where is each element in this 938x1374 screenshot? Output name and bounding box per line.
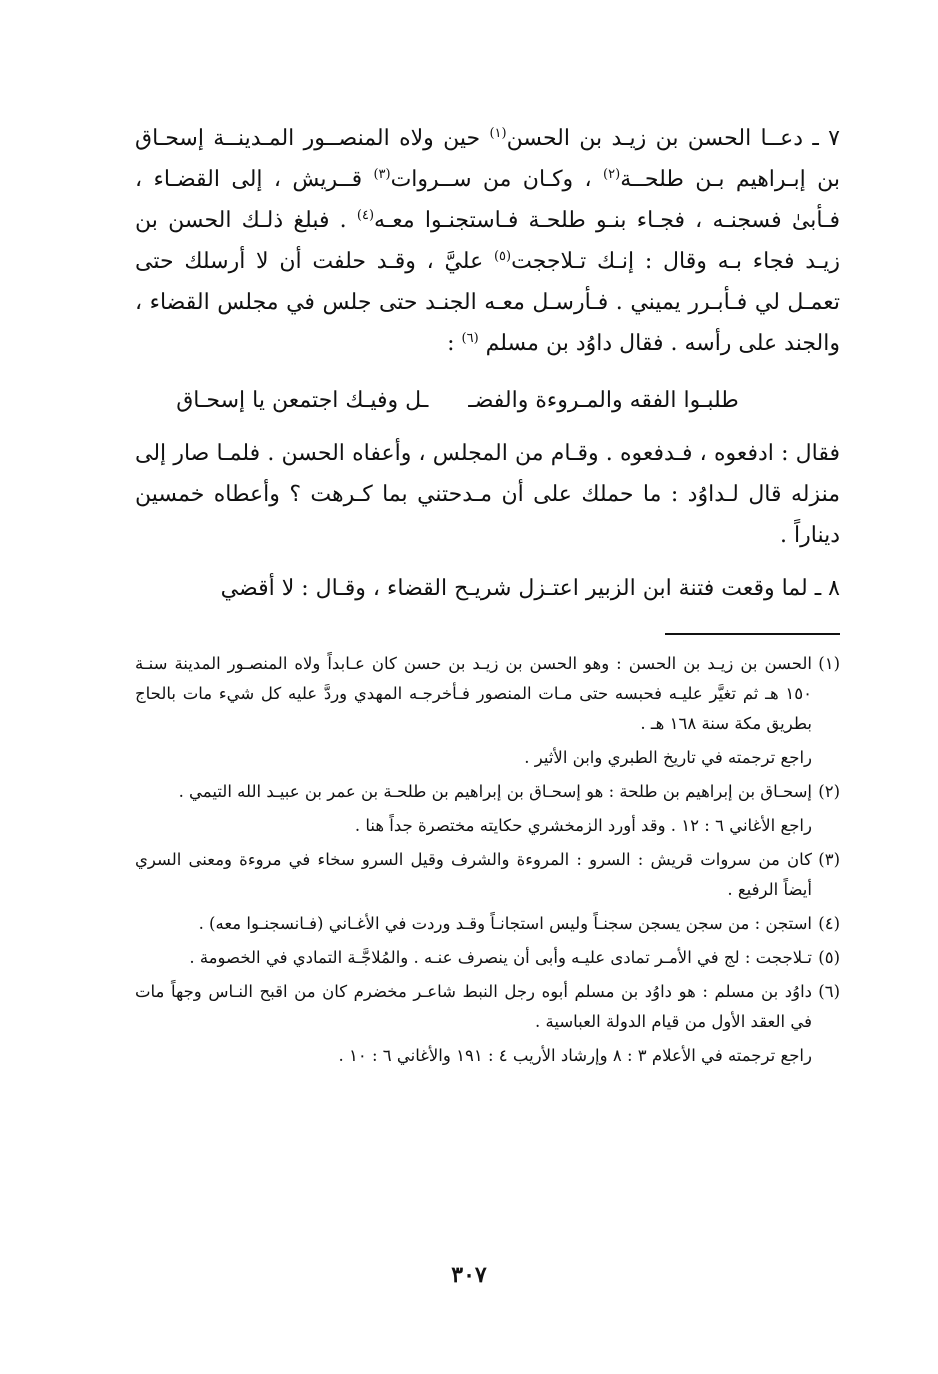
footnote-6	[135, 977, 840, 1037]
footnote-ref-3: (٣)	[373, 167, 391, 182]
paragraph-8: ٨ ـ لما وقعت فتنة ابن الزبير اعتـزل شريـح القضاء ، وقـال : لا أقضي	[220, 576, 840, 601]
footnote-ref-2: (٢)	[603, 167, 621, 182]
poem-verse	[135, 380, 840, 421]
footnote-text: تـلاججت : لج في الأمـر تمادى عليـه وأبى أن ينصرف عنـه . والمُلاجَّـة التمادي في الخصومة .	[189, 948, 812, 967]
para7-text-7: :	[447, 331, 462, 356]
footnote-text: إسحـاق بن إبراهيم بن طلحة : هو إسحـاق بن إبراهيم بن طلحـة بن عمر بن عبيـد الله التيمي .	[178, 782, 812, 801]
footnote-separator	[665, 633, 840, 635]
footnote-3	[135, 845, 840, 905]
footnote-ref-1: (١)	[489, 126, 507, 141]
footnote-ref-4: (٤)	[356, 208, 375, 223]
verse-first-hemistich: طلبـوا الفقه والمـروءة والفضـ	[468, 388, 739, 413]
footnote-number: (١)	[818, 654, 840, 673]
footnote-text: داوُد بن مسلم : هو داوُد بن مسلم أبوه رجل النبط شاعـر مخضرم كان من اقبح النـاس وجهاً مات في العقد الأول من قيام الدولة العباسية .	[135, 982, 812, 1031]
page-number: ٣٠٧	[451, 1262, 487, 1288]
para7-text-1: ٧ ـ دعــا الحسن بن زيـد بن الحسن	[506, 126, 840, 151]
page-body	[135, 118, 840, 1075]
footnotes	[135, 649, 840, 1071]
para7-text-2: حين ولاه المنصــور المـدينــة إسحـاق بن إبـراهيم بـن طلحــة	[135, 126, 840, 192]
footnote-ref-5: (٥)	[493, 249, 512, 264]
footnote-2-reference: راجع الأغاني ٦ : ١٢ . وقد أورد الزمخشري حكايته مختصرة جداً هنا .	[354, 816, 812, 835]
footnote-6-reference: راجع ترجمته في الأعلام ٣ : ٨ وإرشاد الأريب ٤ : ١٩١ والأغاني ٦ : ١٠ .	[338, 1046, 812, 1065]
para7-text-6: عليَّ ، وقـد حلفت أن لا أرسلك حتى تعمـل لي فـأبـرر يميني . فـأرسـل معـه الجنـد حتى جلس في مجلس القضاء ، والجند على رأسه . فقال داوُد بن مسلم	[135, 249, 840, 356]
footnote-number: (٥)	[818, 948, 840, 967]
footnote-number: (٢)	[818, 782, 840, 801]
footnote-number: (٦)	[818, 982, 840, 1001]
footnote-5	[135, 943, 840, 973]
paragraph-7	[135, 118, 840, 364]
footnote-text: كان من سروات قريش : السرو : المروءة والشرف وقيل السرو سخاء في مروءة ومعنى السري أيضاً الرفيع .	[135, 850, 812, 899]
para7-text-5: . فبلغ ذلـك الحسن بن زيـد فجاء بـه وقال : إنـك تـلاججت	[135, 208, 840, 274]
footnote-ref-6: (٦)	[461, 331, 479, 346]
footnote-2	[135, 777, 840, 807]
footnote-text: استجن : من سجن يسجن سجنـاً وليس استجانـاً وقـد وردت في الأغـاني (فـانسجنـوا معه) .	[198, 914, 812, 933]
footnote-1-reference: راجع ترجمته في تاريخ الطبري وابن الأثير .	[524, 748, 812, 767]
paragraph-after-verse: فقال : ادفعوه ، فـدفعوه . وقـام من المجلس ، وأعفاه الحسن . فلمـا صار إلى منزله قال لـداوُد : ما حملك على أن مـدحتني بما كـرهت ؟ وأعطاه خمسين ديناراً .	[135, 441, 841, 548]
footnote-1	[135, 649, 840, 739]
footnote-text: الحسن بن زيـد بن الحسن : وهو الحسن بن زيـد بن حسن كان عـابداً ولاه المنصـور المدينة سنـة ١٥٠ هـ ثم تغيَّر عليـه فحبسه حتى مـات المنصور فـأخرجـه المهدي وردَّ عليه كل شيء مات بالحاج بطريق مكة سنة ١٦٨ هـ .	[135, 654, 812, 733]
footnote-4	[135, 909, 840, 939]
para7-text-3: ، وكـان من ســروات	[390, 167, 604, 192]
verse-second-hemistich: ـل وفيـك اجتمعن يا إسحـاق	[176, 388, 429, 413]
main-text	[135, 118, 840, 609]
footnote-number: (٤)	[818, 914, 840, 933]
footnote-number: (٣)	[818, 850, 840, 869]
para7-text-4: قــريش ، إلى القضـاء ، فـأبىٰ فسجنـه ، فجـاء بنـو طلحـة فـاستجنـوا معـه	[135, 167, 840, 233]
